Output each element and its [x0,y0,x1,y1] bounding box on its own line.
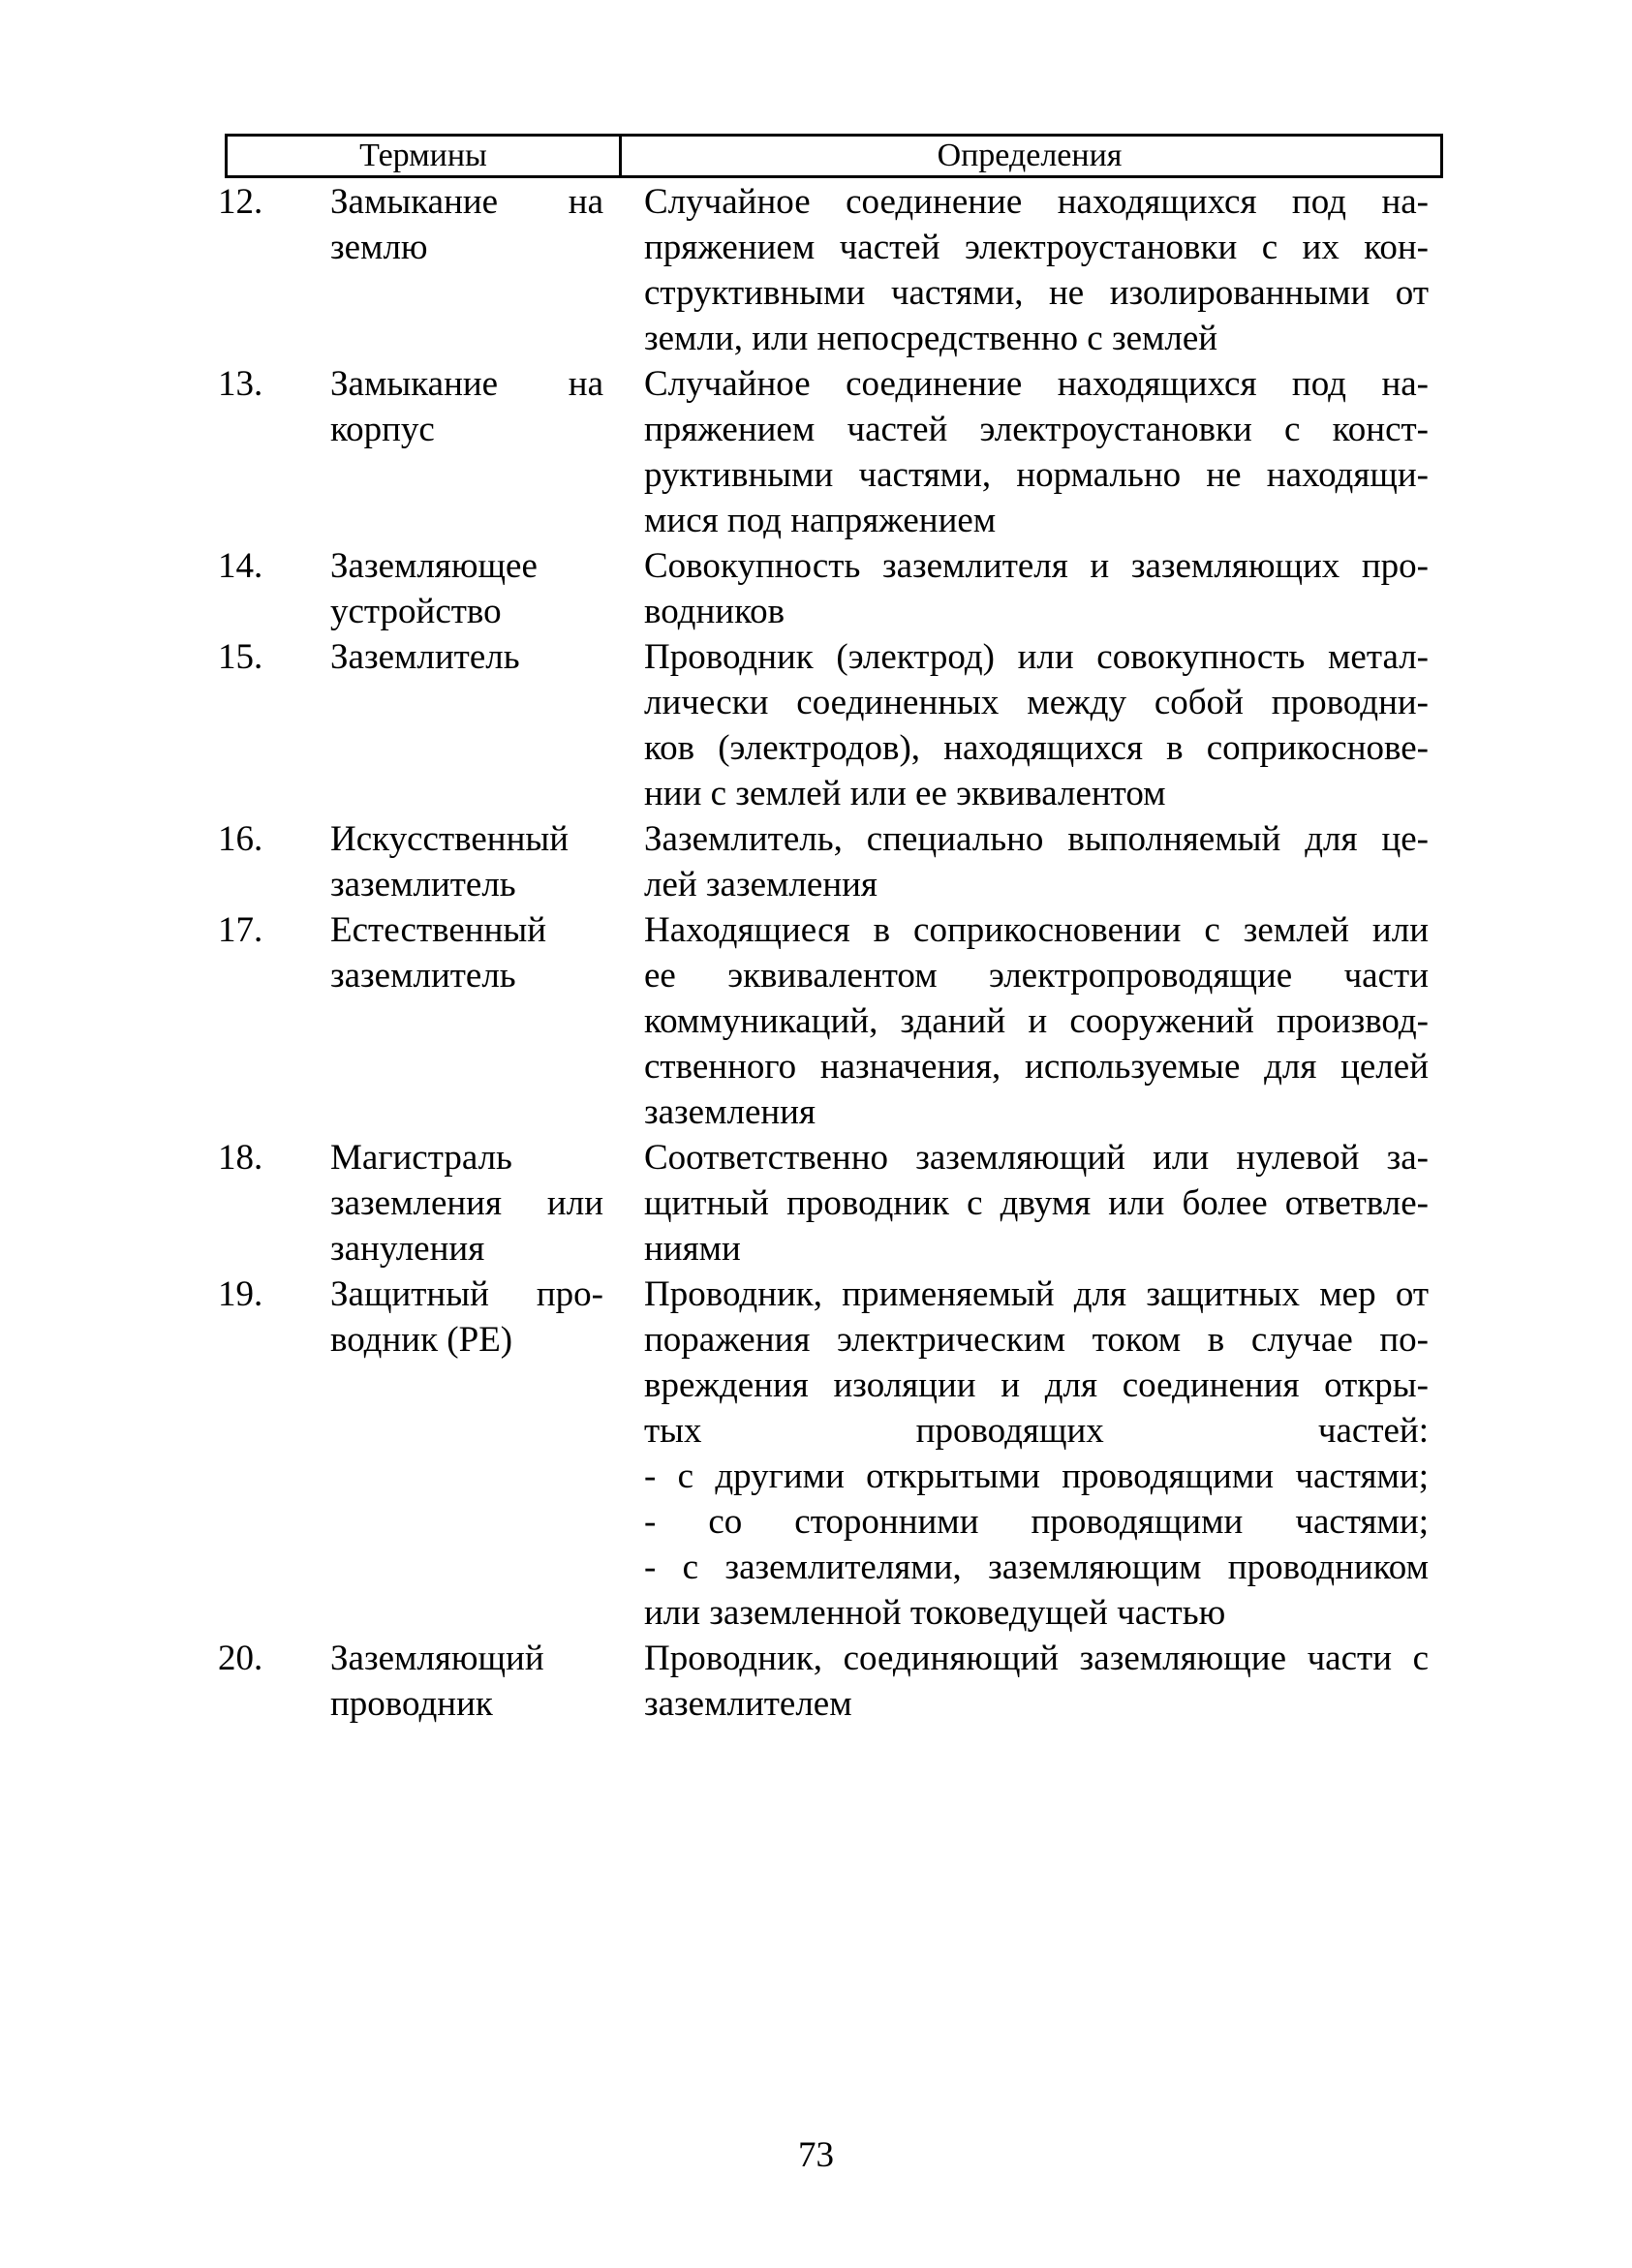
definition-line: Случайное соединение находящихся под на- [644,364,1429,404]
definition-line: пряжением частей электроустановки с их кон- [644,228,1429,267]
term-cell [330,634,603,680]
term-line: Магистраль [330,1138,512,1178]
row-number: 16. [218,819,263,859]
term-cell [330,1135,603,1272]
definition-line: Совокупность заземлителя и заземляющих про- [644,546,1429,586]
term-line: Заземляющее [330,546,538,586]
row-number: 15. [218,637,263,677]
header-definitions: Определения [619,134,1443,178]
definition-line: заземления [644,1092,816,1132]
definition-line: коммуникаций, зданий и сооружений производ- [644,1001,1429,1041]
table-row [0,1636,1632,1727]
table-row [0,816,1632,907]
definition-line: вреждения изоляции и для соединения откры- [644,1365,1429,1405]
definition-cell [644,1636,1429,1727]
definition-line: структивными частями, не изолированными от [644,273,1429,313]
definition-line: Заземлитель, специально выполняемый для це- [644,819,1429,859]
definition-line: мися под напряжением [644,501,997,540]
term-line: зануления [330,1229,485,1269]
definition-line: руктивными частями, нормально не находящи- [644,455,1429,495]
definition-line: ков (электродов), находящихся в соприкоснове- [644,728,1429,768]
row-number: 14. [218,546,263,586]
table-row [0,179,1632,361]
definition-line: Проводник, применяемый для защитных мер от [644,1274,1429,1314]
term-line: землю [330,228,428,267]
definition-line: Проводник, соединяющий заземляющие части с [644,1639,1429,1678]
definition-cell [644,361,1429,543]
definition-line: лей заземления [644,865,878,904]
term-cell [330,1272,603,1363]
term-line: Искусственный [330,819,570,859]
table-row [0,1135,1632,1272]
definition-cell [644,543,1429,634]
page-number: 73 [798,2135,834,2175]
definition-cell [644,634,1429,816]
definition-cell [644,1135,1429,1272]
term-line: Заземлитель [330,637,520,677]
row-number: 12. [218,182,263,222]
term-cell [330,179,603,270]
row-number: 19. [218,1274,263,1314]
definition-cell [644,907,1429,1135]
definition-line: ниями [644,1229,741,1269]
term-line: заземления или [330,1183,603,1223]
term-line: водник (РЕ) [330,1320,513,1360]
term-line: Замыкание на [330,364,603,404]
definition-line: - со сторонними проводящими частями; [644,1502,1429,1542]
definition-line: лически соединенных между собой проводни- [644,683,1429,722]
definition-line: водников [644,592,785,631]
term-cell [330,816,603,907]
term-line: корпус [330,410,435,449]
term-line: проводник [330,1684,493,1724]
definition-line: Соответственно заземляющий или нулевой за- [644,1138,1429,1178]
terms-table [0,179,1632,1727]
definition-line: ственного назначения, используемые для целей [644,1047,1429,1087]
term-cell [330,361,603,452]
table-row [0,907,1632,1135]
table-row [0,634,1632,816]
definition-line: земли, или непосредственно с землей [644,319,1218,358]
row-number: 17. [218,910,263,950]
definition-line: поражения электрическим током в случае по- [644,1320,1429,1360]
definition-line: ее эквивалентом электропроводящие части [644,956,1429,996]
definition-line: Случайное соединение находящихся под на- [644,182,1429,222]
row-number: 13. [218,364,263,404]
definition-line: пряжением частей электроустановки с конст- [644,410,1429,449]
definition-line: заземлителем [644,1684,852,1724]
definition-line: Находящиеся в соприкосновении с землей или [644,910,1429,950]
term-line: устройство [330,592,502,631]
term-line: Защитный про- [330,1274,603,1314]
header-terms: Термины [225,134,622,178]
term-line: Заземляющий [330,1639,544,1678]
definition-line: - с другими открытыми проводящими частями; [644,1456,1429,1496]
term-cell [330,1636,603,1727]
term-cell [330,543,603,634]
definition-line: тых проводящих частей: [644,1411,1429,1451]
definition-cell [644,1272,1429,1636]
term-cell [330,907,603,998]
term-line: заземлитель [330,956,516,996]
row-number: 18. [218,1138,263,1178]
term-line: Естественный [330,910,547,950]
definition-cell [644,816,1429,907]
row-number: 20. [218,1639,263,1678]
table-row [0,543,1632,634]
definition-line: нии с землей или ее эквивалентом [644,774,1166,813]
definition-line: щитный проводник с двумя или более ответвле- [644,1183,1429,1223]
definition-cell [644,179,1429,361]
definition-line: Проводник (электрод) или совокупность метал- [644,637,1429,677]
definition-line: - с заземлителями, заземляющим проводником [644,1548,1429,1587]
table-row [0,1272,1632,1636]
table-row [0,361,1632,543]
term-line: заземлитель [330,865,516,904]
definition-line: или заземленной токоведущей частью [644,1593,1226,1633]
term-line: Замыкание на [330,182,603,222]
